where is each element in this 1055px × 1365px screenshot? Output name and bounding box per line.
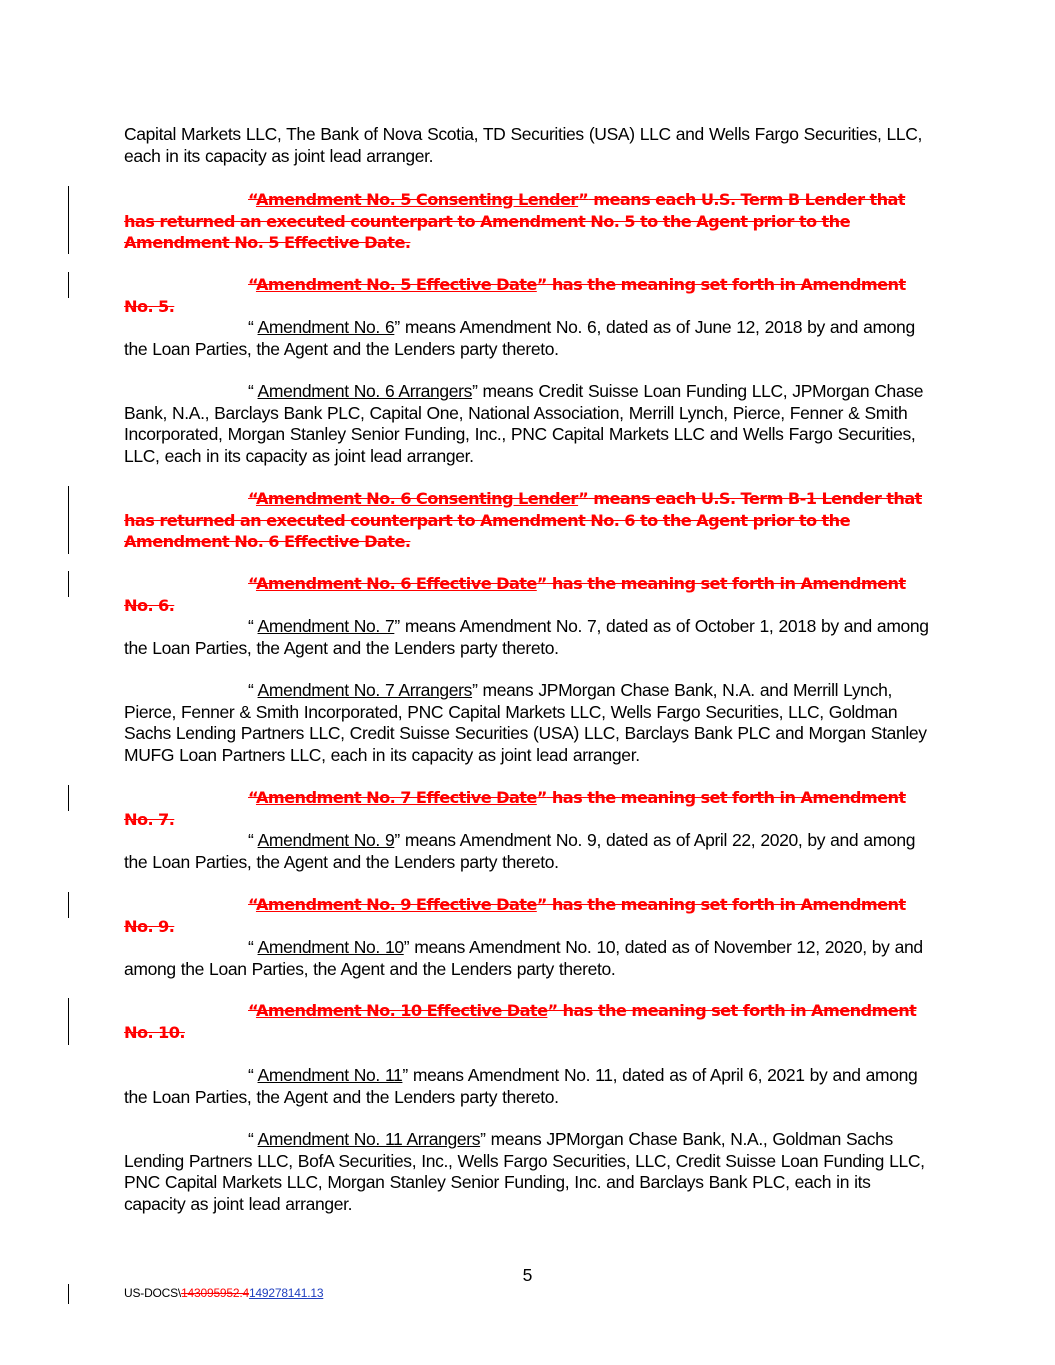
document-id-footer — [124, 1286, 323, 1300]
page-number: 5 — [522, 1265, 533, 1285]
footer-old-ref: 143095952.4 — [181, 1286, 249, 1300]
footer-new-ref: 149278141.13 — [248, 1286, 324, 1300]
change-bar — [68, 272, 69, 298]
change-bar — [68, 186, 69, 254]
definition-amendment-7-effective-date: “Amendment No. 7 Effective Date” has the meaning set forth in Amendment No. 7. — [124, 788, 906, 829]
footer-prefix: US-DOCS\ — [124, 1286, 182, 1300]
change-bar — [68, 892, 69, 918]
definition-amendment-7-arrangers: “ Amendment No. 7 Arrangers” means JPMorgan Chase Bank, N.A. and Merrill Lynch, Pierce, Fenner & Smith Incorporated, PNC Capital Markets LLC, Wells Fargo Securities, LLC, Goldman Sachs Lending Partners LLC, Credit Suisse Securities (USA) LLC, Barclays Bank PLC and Morgan Stanley MUFG Loan Partners LLC, each in its capacity as joint lead arranger. — [124, 680, 927, 765]
definition-amendment-11: “ Amendment No. 11” means Amendment No. 11, dated as of April 6, 2021 by and among the Loan Parties, the Agent and the Lenders party thereto. — [124, 1065, 918, 1107]
change-bar — [68, 486, 69, 554]
change-bar — [68, 571, 69, 597]
definition-amendment-9-effective-date: “Amendment No. 9 Effective Date” has the meaning set forth in Amendment No. 9. — [124, 895, 906, 936]
definition-amendment-6-arrangers: “ Amendment No. 6 Arrangers” means Credit Suisse Loan Funding LLC, JPMorgan Chase Bank, N.A., Barclays Bank PLC, Capital One, National Association, Merrill Lynch, Pierce, Fenner & Smith Incorporated, Morgan Stanley Senior Funding, Inc., PNC Capital Markets LLC and Wells Fargo Securities, LLC, each in its capacity as joint lead arranger. — [124, 381, 924, 466]
definition-amendment-9: “ Amendment No. 9” means Amendment No. 9, dated as of April 22, 2020, by and among the Loan Parties, the Agent and the Lenders party thereto. — [124, 830, 916, 872]
definition-amendment-11-arrangers: “ Amendment No. 11 Arrangers” means JPMorgan Chase Bank, N.A., Goldman Sachs Lending Partners LLC, BofA Securities, Inc., Wells Fargo Securities, LLC, Credit Suisse Loan Funding LLC, PNC Capital Markets LLC, Morgan Stanley Senior Funding, Inc. and Barclays Bank PLC, each in its capacity as joint lead arranger. — [124, 1129, 925, 1214]
definition-amendment-6-consenting-lender: “Amendment No. 6 Consenting Lender” means each U.S. Term B-1 Lender that has returned an executed counterpart to Amendment No. 6 to the Agent prior to the Amendment No. 6 Effective Date. — [124, 489, 922, 551]
definition-amendment-7: “ Amendment No. 7” means Amendment No. 7, dated as of October 1, 2018 by and among the Loan Parties, the Agent and the Lenders party thereto. — [124, 616, 929, 658]
change-bar — [68, 785, 69, 811]
change-bar — [68, 1284, 69, 1304]
definition-amendment-6-effective-date: “Amendment No. 6 Effective Date” has the meaning set forth in Amendment No. 6. — [124, 574, 906, 615]
definition-amendment-10-effective-date: “Amendment No. 10 Effective Date” has the meaning set forth in Amendment No. 10. — [124, 1001, 917, 1042]
definition-amendment-10: “ Amendment No. 10” means Amendment No. 10, dated as of November 12, 2020, by and among the Loan Parties, the Agent and the Lenders party thereto. — [124, 937, 923, 979]
paragraph-arrangers-continued: Capital Markets LLC, The Bank of Nova Scotia, TD Securities (USA) LLC and Wells Fargo Securities, LLC, each in its capacity as joint lead arranger. — [124, 124, 923, 166]
change-bar — [68, 998, 69, 1045]
definition-amendment-6: “ Amendment No. 6” means Amendment No. 6, dated as of June 12, 2018 by and among the Loan Parties, the Agent and the Lenders party thereto. — [124, 317, 915, 359]
definition-amendment-5-consenting-lender: “Amendment No. 5 Consenting Lender” means each U.S. Term B Lender that has returned an executed counterpart to Amendment No. 5 to the Agent prior to the Amendment No. 5 Effective Date. — [124, 190, 906, 252]
definition-amendment-5-effective-date: “Amendment No. 5 Effective Date” has the meaning set forth in Amendment No. 5. — [124, 275, 906, 316]
